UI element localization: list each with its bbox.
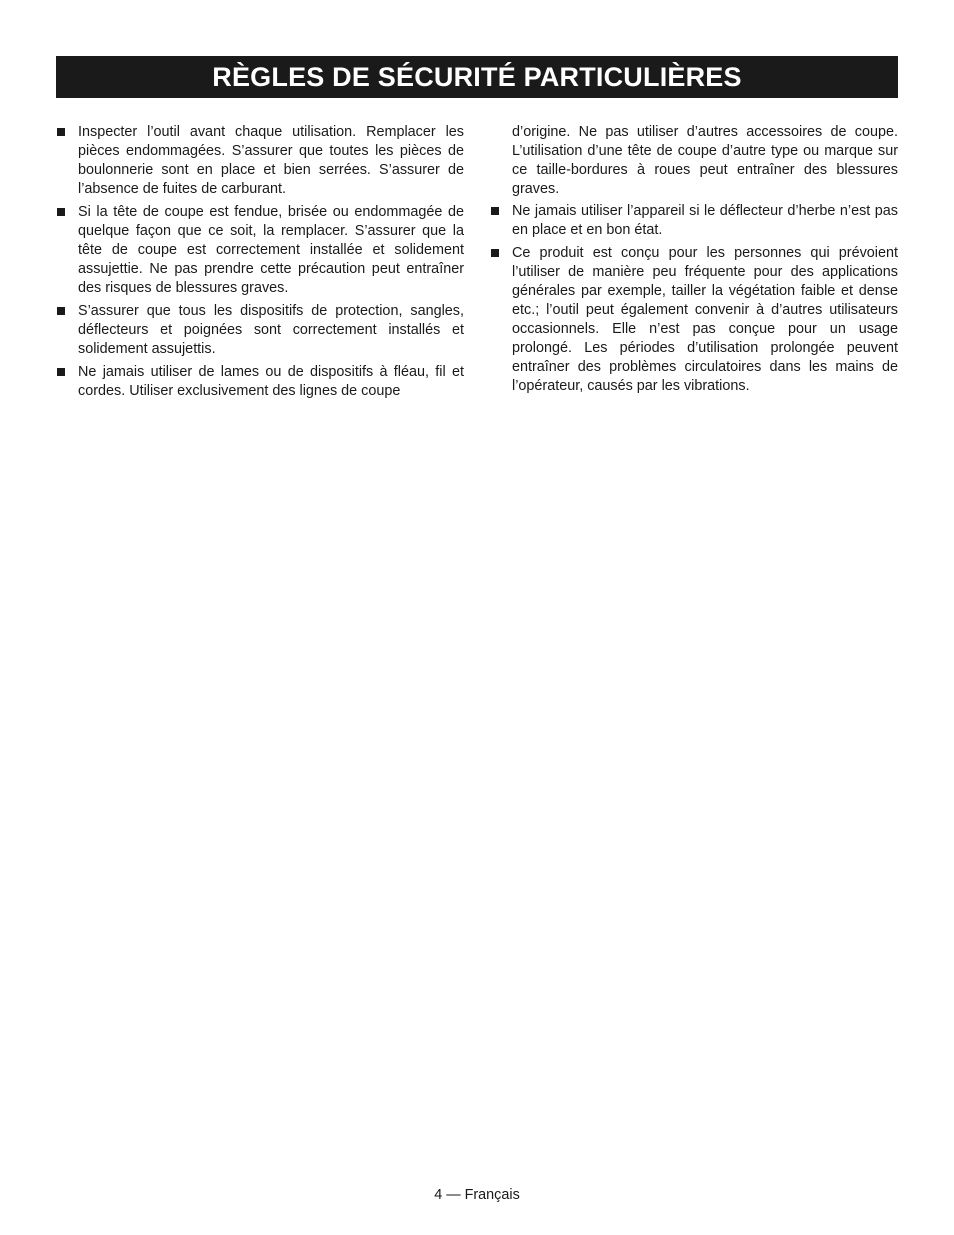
square-bullet-icon — [57, 307, 65, 315]
section-title-bar — [56, 56, 898, 98]
right-rules-list — [490, 123, 898, 396]
page-title: RÈGLES DE SÉCURITÉ PARTICULIÈRES — [212, 61, 742, 92]
square-bullet-icon — [57, 368, 65, 376]
rule-text: Si la tête de coupe est fendue, brisée ou endommagée de quelque façon que ce soit, la remplacer. S’assurer que la tête de coupe est correctement installée et solidement assujettie. Ne pas prendre cette précaution peut entraîner des risques de blessures graves. — [78, 204, 464, 296]
list-item — [490, 202, 898, 240]
rule-text: d’origine. Ne pas utiliser d’autres accessoires de coupe. L’utilisation d’une tête de coupe d’autre type ou marque sur ce taille-bordures à roues peut entraîner des blessures graves. — [512, 124, 898, 197]
list-item — [56, 363, 464, 401]
list-item — [56, 203, 464, 298]
left-rules-list — [56, 123, 464, 401]
right-column — [490, 123, 898, 400]
square-bullet-icon — [57, 208, 65, 216]
list-item — [490, 244, 898, 396]
page-footer — [0, 1186, 954, 1205]
rule-text: Ce produit est conçu pour les personnes qui prévoient l’utiliser de manière peu fréquente pour des applications générales par exemple, tailler la végétation faible et dense etc.; l’outil peut également convenir à d’autres utilisateurs occasionnels. Elle n’est pas conçue pour un usage prolongé. Les périodes d’utilisation prolongée peuvent entraîner des problèmes circulatoires dans les mains de l’opérateur, causés par les vibrations. — [512, 245, 898, 394]
square-bullet-icon — [491, 249, 499, 257]
square-bullet-icon — [491, 207, 499, 215]
list-item — [56, 302, 464, 359]
rule-text: Ne jamais utiliser l’appareil si le déflecteur d’herbe n’est pas en place et en bon état. — [512, 203, 898, 238]
rule-text: Inspecter l’outil avant chaque utilisation. Remplacer les pièces endommagées. S’assurer que toutes les pièces de boulonnerie sont en place et bien serrées. S’assurer de l’absence de fuites de carburant. — [78, 124, 464, 197]
left-column — [56, 123, 464, 405]
rule-text: Ne jamais utiliser de lames ou de dispositifs à fléau, fil et cordes. Utiliser exclusivement des lignes de coupe — [78, 364, 464, 399]
list-item — [56, 123, 464, 199]
rule-text: S’assurer que tous les dispositifs de protection, sangles, déflecteurs et poignées sont correctement installés et solidement assujettis. — [78, 303, 464, 357]
square-bullet-icon — [57, 128, 65, 136]
list-item-continuation — [490, 123, 898, 199]
page-number-label: 4 — Français — [434, 1187, 520, 1203]
